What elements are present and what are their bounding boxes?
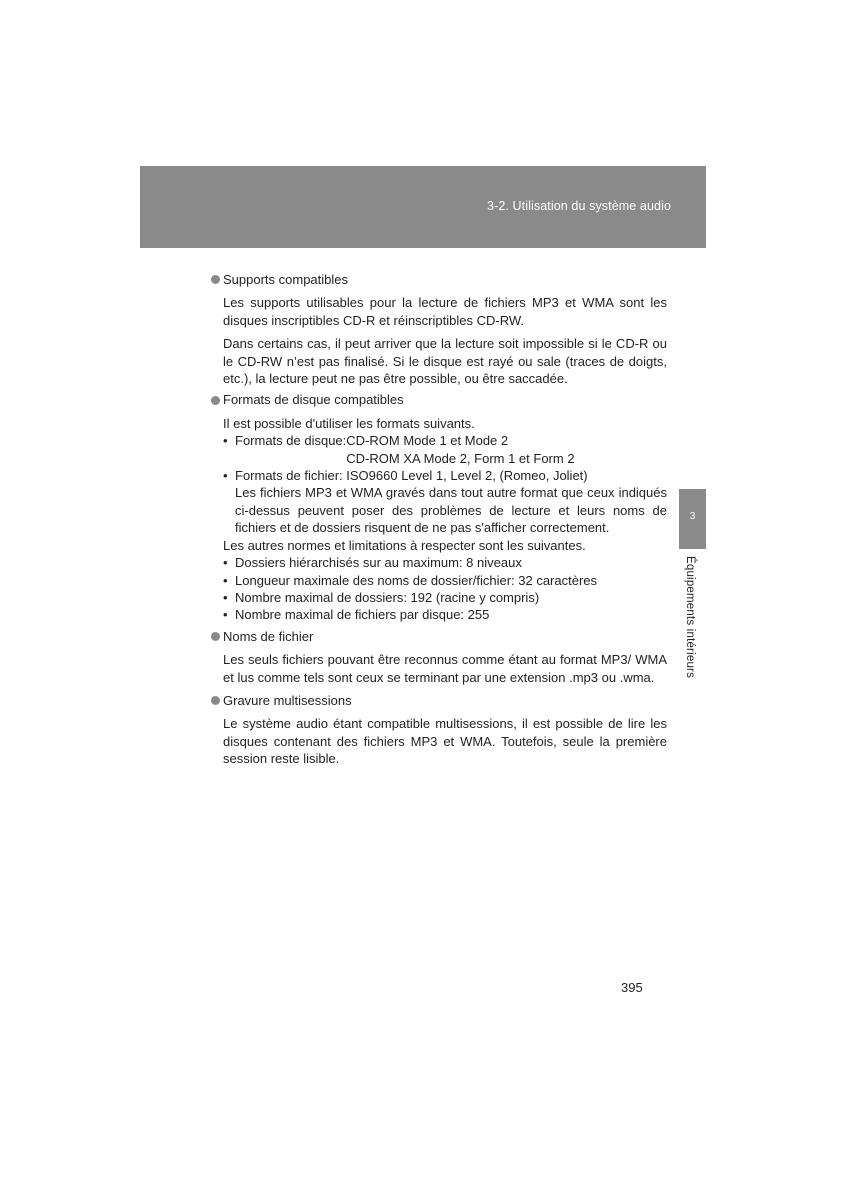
format-list bbox=[223, 432, 667, 536]
page-content bbox=[211, 271, 667, 768]
limit-text: Longueur maximale des noms de dossier/fichier: 32 caractères bbox=[235, 572, 598, 588]
section-title-names bbox=[211, 628, 667, 645]
bullet-glyph: • bbox=[223, 468, 228, 484]
disc-format-value: CD-ROM Mode 1 et Mode 2 bbox=[346, 433, 509, 449]
bullet-dot-icon bbox=[211, 632, 220, 641]
page-number: 395 bbox=[621, 980, 643, 995]
list-item bbox=[223, 467, 667, 537]
list-item bbox=[223, 554, 667, 571]
chapter-header-band bbox=[140, 166, 706, 248]
section-title-text: Noms de fichier bbox=[223, 628, 314, 644]
section-title-text: Gravure multisessions bbox=[223, 692, 352, 708]
section-header-title: 3-2. Utilisation du système audio bbox=[487, 199, 671, 213]
paragraph: Les autres normes et limitations à respecter sont les suivantes. bbox=[223, 537, 586, 553]
list-item bbox=[223, 606, 667, 623]
bullet-dot-icon bbox=[211, 275, 220, 284]
bullet-dot-icon bbox=[211, 396, 220, 405]
limits-list bbox=[223, 554, 667, 624]
disc-format-label: Formats de disque: bbox=[235, 433, 347, 449]
paragraph: Dans certains cas, il peut arriver que la lecture soit impossible si le CD-R ou le CD-RW n’est pas finalisé. Si le disque est rayé ou sale (traces de doigts, etc.), la lecture peut ne pas être possible, ou être saccadée. bbox=[223, 336, 667, 387]
bullet-glyph: • bbox=[223, 607, 228, 623]
section-title-multisession bbox=[211, 692, 667, 709]
chapter-label: Équipements intérieurs bbox=[684, 556, 696, 679]
limit-text: Nombre maximal de fichiers par disque: 255 bbox=[235, 607, 490, 623]
section-title-formats bbox=[211, 391, 667, 408]
file-format-note: Les fichiers MP3 et WMA gravés dans tout autre format que ceux indiqués ci-dessus peuvent poser des problèmes de lecture et leurs noms de fichiers et de dossiers risquent de ne pas s'afficher correctement. bbox=[235, 485, 667, 536]
chapter-number: 3 bbox=[689, 511, 696, 522]
paragraph: Les supports utilisables pour la lecture de fichiers MP3 et WMA sont les disques inscriptibles CD-R et réinscriptibles CD-RW. bbox=[223, 295, 667, 328]
bullet-glyph: • bbox=[223, 572, 228, 588]
file-format-value: ISO9660 Level 1, Level 2, (Romeo, Joliet) bbox=[346, 468, 588, 484]
list-item bbox=[223, 432, 667, 467]
list-item bbox=[223, 572, 667, 589]
file-format-label: Formats de fichier: bbox=[235, 468, 347, 484]
bullet-dot-icon bbox=[211, 696, 220, 705]
list-item bbox=[223, 589, 667, 606]
paragraph: Le système audio étant compatible multisessions, il est possible de lire les disques contenant des fichiers MP3 et WMA. Toutefois, seule la première session reste lisible. bbox=[223, 716, 667, 767]
section-title-text: Formats de disque compatibles bbox=[223, 392, 404, 408]
chapter-tab bbox=[679, 489, 706, 549]
bullet-glyph: • bbox=[223, 555, 228, 571]
bullet-glyph: • bbox=[223, 589, 228, 605]
disc-format-value: CD-ROM XA Mode 2, Form 1 et Form 2 bbox=[346, 450, 575, 466]
section-title-text: Supports compatibles bbox=[223, 272, 349, 287]
paragraph: Les seuls fichiers pouvant être reconnus comme étant au format MP3/ WMA et lus comme tels sont ceux se terminant par une extension .mp3 ou .wma. bbox=[223, 652, 667, 685]
paragraph: Il est possible d'utiliser les formats suivants. bbox=[223, 415, 475, 431]
bullet-glyph: • bbox=[223, 433, 228, 449]
limit-text: Dossiers hiérarchisés sur au maximum: 8 niveaux bbox=[235, 555, 522, 571]
section-title-supports bbox=[211, 271, 667, 288]
limit-text: Nombre maximal de dossiers: 192 (racine y compris) bbox=[235, 589, 540, 605]
